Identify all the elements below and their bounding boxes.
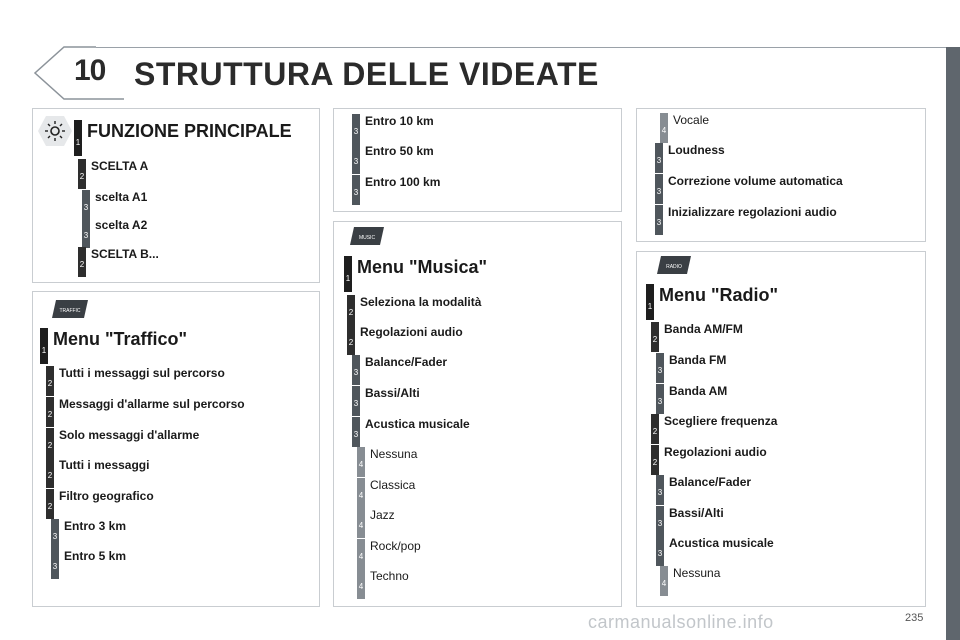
level-marker: 3 [656, 506, 664, 536]
item-label: Menu "Musica" [357, 257, 488, 277]
level-marker: 3 [352, 355, 360, 385]
item-label: Inizializzare regolazioni audio [668, 205, 837, 219]
level-marker: 4 [357, 508, 365, 538]
level-marker: 3 [51, 519, 59, 549]
item-label: Nessuna [370, 447, 418, 461]
side-tab-bar [946, 47, 960, 640]
badge-label: MUSIC [358, 235, 376, 241]
level-marker: 3 [82, 190, 90, 220]
level-marker: 2 [347, 325, 355, 355]
radio-badge-icon [657, 256, 691, 274]
item-label: Balance/Fader [669, 475, 752, 489]
item-label: SCELTA B... [91, 247, 159, 261]
level-marker: 2 [46, 489, 54, 519]
level-marker: 2 [46, 366, 54, 396]
item-label: Entro 100 km [365, 175, 441, 189]
page-title: STRUTTURA DELLE VIDEATE [134, 56, 599, 92]
item-label: Acustica musicale [669, 536, 774, 550]
item-label: Entro 10 km [365, 114, 434, 128]
chapter-number: 10 [74, 54, 106, 87]
item-label: Seleziona la modalità [360, 295, 482, 309]
item-label: Nessuna [673, 566, 721, 580]
item-label: scelta A1 [95, 190, 148, 204]
level-marker: 3 [352, 114, 360, 144]
item-label: Classica [370, 478, 416, 492]
level-marker: 3 [51, 549, 59, 579]
item-label: SCELTA A [91, 159, 149, 173]
item-label: Rock/pop [370, 539, 421, 553]
item-label: scelta A2 [95, 218, 148, 232]
level-marker: 3 [656, 384, 664, 414]
level-marker: 1 [646, 284, 654, 320]
item-label: Entro 50 km [365, 144, 434, 158]
level-marker: 1 [74, 120, 82, 156]
traffic-badge-icon [52, 300, 88, 318]
item-label: Entro 3 km [64, 519, 127, 533]
item-label: Balance/Fader [365, 355, 448, 369]
brightness-icon [38, 116, 72, 146]
item-label: Techno [370, 569, 409, 583]
item-label: Jazz [370, 508, 395, 522]
item-label: Tutti i messaggi sul percorso [59, 366, 225, 380]
level-marker: 3 [655, 205, 663, 235]
level-marker: 3 [656, 536, 664, 566]
badge-label: TRAFFIC [59, 308, 81, 314]
item-label: FUNZIONE PRINCIPALE [87, 121, 292, 141]
item-label: Regolazioni audio [664, 445, 767, 459]
item-label: Loudness [668, 143, 725, 157]
item-label: Bassi/Alti [365, 386, 420, 400]
item-label: Correzione volume automatica [668, 174, 843, 188]
item-label: Menu "Radio" [659, 285, 779, 305]
level-marker: 3 [352, 386, 360, 416]
item-label: Acustica musicale [365, 417, 470, 431]
level-marker: 2 [651, 414, 659, 444]
item-label: Tutti i messaggi [59, 458, 150, 472]
item-label: Solo messaggi d'allarme [59, 428, 200, 442]
level-marker: 4 [357, 569, 365, 599]
level-marker: 4 [660, 113, 668, 143]
item-label: Banda AM/FM [664, 322, 743, 336]
item-label: Bassi/Alti [669, 506, 724, 520]
level-marker: 2 [46, 458, 54, 488]
level-marker: 1 [40, 328, 48, 364]
item-label: Banda FM [669, 353, 727, 367]
item-label: Regolazioni audio [360, 325, 463, 339]
level-marker: 3 [656, 475, 664, 505]
item-label: Vocale [673, 113, 710, 127]
badge-label: RADIO [666, 264, 682, 270]
level-marker: 4 [357, 478, 365, 508]
level-marker: 2 [78, 159, 86, 189]
level-marker: 3 [82, 218, 90, 248]
level-marker: 3 [352, 175, 360, 205]
item-label: Entro 5 km [64, 549, 127, 563]
level-marker: 2 [651, 445, 659, 475]
page-number: 235 [905, 612, 924, 624]
level-marker: 3 [655, 143, 663, 173]
level-marker: 2 [46, 397, 54, 427]
level-marker: 4 [357, 539, 365, 569]
level-marker: 3 [352, 144, 360, 174]
level-marker: 3 [655, 174, 663, 204]
level-marker: 2 [651, 322, 659, 352]
music-badge-icon [350, 227, 384, 245]
level-marker: 2 [347, 295, 355, 325]
header-rule [96, 47, 958, 48]
level-marker: 4 [660, 566, 668, 596]
watermark: carmanualsonline.info [588, 612, 774, 632]
level-marker: 3 [352, 417, 360, 447]
level-marker: 2 [78, 247, 86, 277]
item-label: Menu "Traffico" [53, 329, 188, 349]
level-marker: 2 [46, 428, 54, 458]
item-label: Banda AM [669, 384, 728, 398]
item-label: Messaggi d'allarme sul percorso [59, 397, 245, 411]
item-label: Scegliere frequenza [664, 414, 778, 428]
level-marker: 3 [656, 353, 664, 383]
level-marker: 1 [344, 256, 352, 292]
level-marker: 4 [357, 447, 365, 477]
item-label: Filtro geografico [59, 489, 154, 503]
